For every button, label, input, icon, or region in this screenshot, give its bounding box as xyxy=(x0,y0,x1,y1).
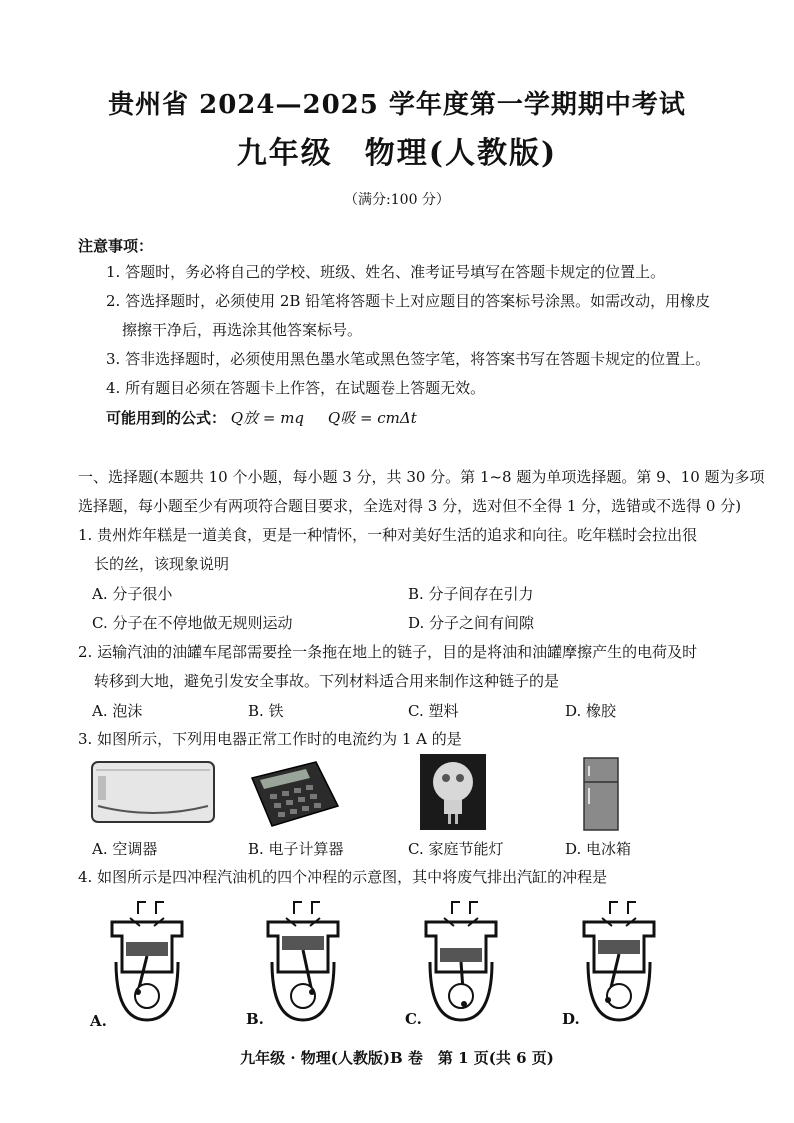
page-footer: 九年级 · 物理(人教版)B 卷 第 1 页(共 6 页) xyxy=(240,1049,554,1067)
q1-option-d: D. 分子之间有间隙 xyxy=(408,614,535,632)
section1-instructions-2: 选择题，每小题至少有两项符合题目要求，全选对得 3 分，选对但不全得 1 分，选错或不选得 0 分) xyxy=(78,497,742,515)
engine-stroke-a-diagram xyxy=(106,896,188,1026)
q1-stem-2: 长的丝，该现象说明 xyxy=(94,555,230,573)
q2-stem-2: 转移到大地，避免引发安全事故。下列材料适合用来制作这种链子的是 xyxy=(94,672,560,690)
q2-option-a: A. 泡沫 xyxy=(92,702,143,720)
notice-item-2-cont: 擦擦干净后，再选涂其他答案标号。 xyxy=(122,321,363,339)
notice-item-1: 1. 答题时，务必将自己的学校、班级、姓名、准考证号填写在答题卡规定的位置上。 xyxy=(106,263,666,281)
q1-option-c: C. 分子在不停地做无规则运动 xyxy=(92,614,293,632)
q3-stem: 3. 如图所示，下列用电器正常工作时的电流约为 1 A 的是 xyxy=(78,730,462,748)
notice-item-3: 3. 答非选择题时，必须使用黑色墨水笔或黑色签字笔，将答案书写在答题卡规定的位置上。 xyxy=(106,350,711,368)
q1-option-b: B. 分子间存在引力 xyxy=(408,585,534,603)
q1-stem-1: 1. 贵州炸年糕是一道美食，更是一种情怀，一种对美好生活的追求和向往。吃年糕时会拉出很 xyxy=(78,526,698,544)
q2-option-d: D. 橡胶 xyxy=(565,702,617,720)
section1-instructions-1: 一、选择题(本题共 10 个小题，每小题 3 分，共 30 分。第 1~8 题为单项选择题。第 9、10 题为多项 xyxy=(78,468,765,486)
notice-item-2: 2. 答选择题时，必须使用 2B 铅笔将答题卡上对应题目的答案标号涂黑。如需改动，用橡皮 xyxy=(106,292,711,310)
q3-option-a: A. 空调器 xyxy=(92,840,158,858)
energy-saving-lamp-image xyxy=(420,754,486,830)
exam-subtitle: 九年级 物理(人教版) xyxy=(236,136,558,171)
q3-option-b: B. 电子计算器 xyxy=(248,840,344,858)
notice-item-4: 4. 所有题目必须在答题卡上作答，在试题卷上答题无效。 xyxy=(106,379,486,397)
exam-title: 贵州省 2024—2025 学年度第一学期期中考试 xyxy=(108,90,686,120)
air-conditioner-image xyxy=(88,756,218,830)
q4-stem: 4. 如图所示是四冲程汽油机的四个冲程的示意图，其中将废气排出汽缸的冲程是 xyxy=(78,868,608,886)
formula-label: 可能用到的公式： xyxy=(106,409,227,427)
q1-option-a: A. 分子很小 xyxy=(92,585,173,603)
q3-option-d: D. 电冰箱 xyxy=(565,840,632,858)
formula-heat-absorbed: Q吸 = cmΔt xyxy=(327,409,417,427)
q4-option-c: C. xyxy=(405,1010,422,1028)
formula-heat-released: Q放 = mq xyxy=(230,409,305,427)
q2-option-c: C. 塑料 xyxy=(408,702,459,720)
full-score: （满分:100 分） xyxy=(344,192,450,208)
q2-stem-1: 2. 运输汽油的油罐车尾部需要拴一条拖在地上的链子，目的是将油和油罐摩擦产生的电荷及时 xyxy=(78,643,698,661)
formula-line xyxy=(106,407,417,428)
notice-heading: 注意事项： xyxy=(78,237,154,255)
q3-option-c: C. 家庭节能灯 xyxy=(408,840,504,858)
q2-option-b: B. 铁 xyxy=(248,702,284,720)
refrigerator-image xyxy=(578,754,624,834)
engine-stroke-b-diagram xyxy=(262,896,344,1026)
engine-stroke-d-diagram xyxy=(578,896,660,1026)
q4-option-d: D. xyxy=(562,1010,580,1028)
q4-option-b: B. xyxy=(246,1010,264,1028)
q4-option-a: A. xyxy=(90,1012,107,1030)
engine-stroke-c-diagram xyxy=(420,896,502,1026)
calculator-image xyxy=(246,758,342,830)
